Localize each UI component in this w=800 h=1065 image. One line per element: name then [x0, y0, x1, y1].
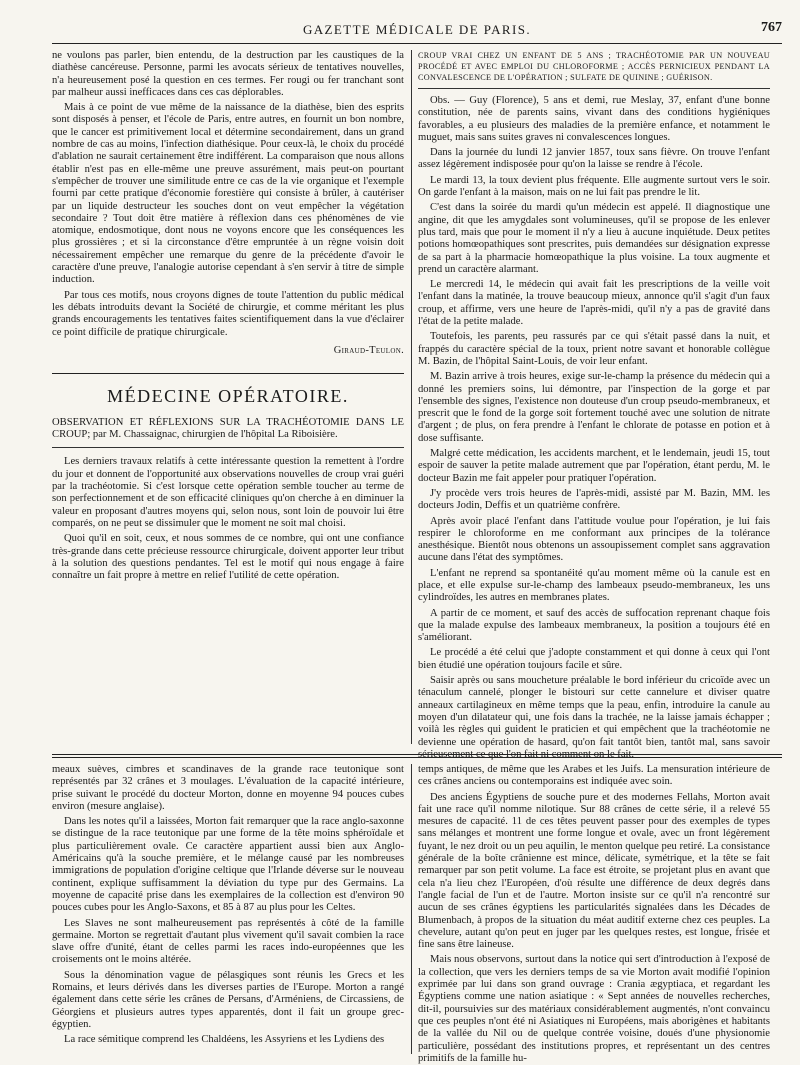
- left-top-column: [52, 50, 404, 748]
- running-header: [52, 16, 782, 44]
- paragraph: Les Slaves ne sont malheureusement pas représentés à côté de la famille germaine. Morton se regrettait d'autant plus vivement qu'il savait combien la race slave offre d'unité, étant de celles parmi les races indo-européennes que les croisements ont le moins altérée.: [52, 917, 404, 966]
- paragraph: Dans la journée du lundi 12 janvier 1857, toux sans fièvre. On trouve l'enfant assez légèrement indisposée pour qu'on la laisse se rendre à l'école.: [418, 147, 770, 171]
- page-number: 767: [761, 20, 782, 35]
- column-rule: [411, 764, 412, 1054]
- paragraph: Les derniers travaux relatifs à cette intéressante question la remettent à l'ordre du jour et donnent de l'opportunité aux observations nouvelles de croup vrai guéri par la trachéotomie. Si c'est lorsque cette opération semble toucher au terme de son perfectionnement et de son efficacité cliniques qu'on cherche à en diminuer la valeur en proposant d'autres moyens qui, selon nous, sont loin de pouvoir lui être comparés, on ne peut se dissimuler que le moment ne soit mal choisi.: [52, 456, 404, 529]
- right-top-column: [418, 50, 770, 760]
- column-rule: [411, 50, 412, 744]
- paragraph: Obs. — Guy (Florence), 5 ans et demi, rue Meslay, 37, enfant d'une bonne constitution, née de parents sains, vivant dans des conditions hygiéniques favorables, a eu plusieurs des maladies de la première enfance, et notamment le muguet, mais sans suites graves ni convalescences longues.: [418, 95, 770, 143]
- paragraph: L'enfant ne reprend sa spontanéité qu'au moment même où la canule est en place, et elle expulse sur-le-champ des lambeaux pseudo-membraneux, les uns cylindroïdes, les autres en membranes plates.: [418, 567, 770, 604]
- author-signature: Giraud-Teulon.: [333, 344, 404, 356]
- paragraph: meaux suèves, cimbres et scandinaves de la grande race teutonique sont représentés par 32 crânes et 3 moulages. L'évaluation de la capacité intérieure, prise suivant le procédé du docteur Morton, donne en moyenne 94 pouces cubes environ (mesure anglaise).: [52, 764, 404, 812]
- paragraph: Mais à ce point de vue même de la naissance de la diathèse, bien des esprits sont disposés à penser, et l'école de Paris, entre autres, en fournit un bon nombre, que le cancer est primitivement local et détermine secondairement, dans un grand nombre de cas au moins, l'infection diathésique. Pour ceux-là, le choix du procédé d'ablation ne saurait certainement être indifférent. La comparaison que nous allons établir n'est pas en elle-même une preuve assurément, mais peut-on pourtant s'empêcher de trouver une similitude entre ce cas de la vie organique et l'exemple fourni par cette pratique d'économie forestière qui consiste à brûler, à cautériser par un liquide destructeur les souches dont on veut empêcher la végétation secondaire ? Tout doit être matière à réflexion dans ces phénomènes de vie atomique, endosmotique, dont nous ne voyons encore que les conséquences les plus grossières ; et si la circonstance d'être empruntée à un règne voisin doit nécessairement empêcher une remarque du genre de la précédente d'avoir le caractère d'une preuve, l'analogie autorise cependant à s'en servir à titre de simple induction.: [52, 102, 404, 286]
- paragraph: temps antiques, de même que les Arabes et les Juifs. La mensuration intérieure de ces crânes anciens ou contemporains est indiquée avec soin.: [418, 764, 770, 788]
- journal-title: GAZETTE MÉDICALE DE PARIS.: [302, 22, 532, 37]
- paragraph: Le mercredi 14, le médecin qui avait fait les prescriptions de la veille voit l'enfant dans la matinée, la trouve beaucoup mieux, annonce qu'il s'agit d'un faux croup, et affirme, vers une heure de l'après-midi, qu'il n'y a pas de gravité dans l'état de la petite malade.: [418, 279, 770, 328]
- section-title: MÉDECINE OPÉRATOIRE.: [107, 385, 349, 406]
- observation-heading: CROUP VRAI CHEZ UN ENFANT DE 5 ANS ; TRACHÉOTOMIE PAR UN NOUVEAU PROCÉDÉ ET AVEC EMPLOI DU CHLOROFORME ; ACCÈS PERNICIEUX PENDANT LA CONVALESCENCE DE L'OPÉRATION ; SULFATE DE QUININE ; GUÉRISON.: [418, 50, 770, 89]
- paragraph: Le mardi 13, la toux devient plus fréquente. Elle augmente surtout vers le soir. On garde l'enfant à la maison, mais on ne lui fait pas prendre le lit.: [418, 174, 770, 199]
- section-divider: [52, 356, 404, 374]
- paragraph: Dans les notes qu'il a laissées, Morton fait remarquer que la race anglo-saxonne se distingue de la race teutonique par une forme de la tête moins sphéroïdale et plus particulièrement ovale. Ce caractère appartient aussi bien aux Anglo-Américains qu'à la souche première, et le mélange causé par les nombreuses immigrations de population d'origine celtique que l'Irlande déverse sur le nouveau continent, explique suffisamment la déviation du type pur des Germains. La moyenne de capacité prise dans les exemplaires de la collection est d'environ 90 pouces cubes pour les Anglo-Saxons, et 85 à 87 au plus pour les Celtes.: [52, 816, 404, 914]
- paragraph: Par tous ces motifs, nous croyons dignes de toute l'attention du public médical les débats introduits devant la Société de chirurgie, et comme méritant les plus grands encouragements les tentatives faites scientifiquement dans la vue d'éclairer ce point difficile de pratique chirurgicale.: [52, 289, 404, 338]
- paragraph: A partir de ce moment, et sauf des accès de suffocation reprenant chaque fois que la malade expulse des lambeaux membraneux, la position a toujours été en s'améliorant.: [418, 607, 770, 644]
- bottom-left-column: [52, 764, 404, 1054]
- bottom-right-column: [418, 764, 770, 1064]
- paragraph: Quoi qu'il en soit, ceux, et nous sommes de ce nombre, qui ont une confiance très-grande dans cette précieuse ressource chirurgicale, doivent apporter leur tribut à la solution des questions pendantes. Tel est le motif qui nous engage à faire connaître un fait propre à mettre en relief l'utilité de cette opération.: [52, 533, 404, 582]
- paragraph: Après avoir placé l'enfant dans l'attitude voulue pour l'opération, je lui fais respirer le chloroforme en me conformant aux principes de la tolérance anesthésique. Bientôt nous obtenons un assoupissement complet sans aggravation aucune dans l'état des symptômes.: [418, 515, 770, 564]
- feuilleton-separator: [52, 754, 782, 758]
- paragraph: M. Bazin arrive à trois heures, exige sur-le-champ la présence du médecin qui a donné les premiers soins, lui démontre, par l'inspection de la gorge et par l'ensemble des signes, l'existence non douteuse d'un croup pseudo-membraneux, et prescrit que le fond de la gorge soit fortement touché avec une solution de nitrate d'argent ; de plus, on fera prendre à l'enfant le chlorate de potasse en potion et à dose suffisante.: [418, 371, 770, 444]
- paragraph: Sous la dénomination vague de pélasgiques sont réunis les Grecs et les Romains, et leurs dérivés dans les diverses parties de l'Europe. Morton a rangé également dans cette série les crânes de Persans, d'Arméniens, de Circassiens, de Géorgiens et plusieurs autres types apparentés, dont il fait un groupe grec-égyptien.: [52, 969, 404, 1030]
- paragraph: Malgré cette médication, les accidents marchent, et le lendemain, jeudi 15, tout espoir de sauver la petite malade autrement que par l'opération, étant perdu, M. le docteur Bazin me fait appeler pour pratiquer l'opération.: [418, 448, 770, 484]
- paragraph: Saisir après ou sans moucheture préalable le bord inférieur du cricoïde avec un ténaculum cannelé, plonger le bistouri sur cette cannelure et diviser quatre anneaux cartilagineux en même temps que la peau, enfin, introduire la canule au moyen d'un dilatateur qui, une fois dans la trachée, ne la laisse jamais échapper ; voilà les règles qui guident le praticien et qui empêchent que la trachéotomie ne devienne une opération de hasard, qu'on fait tantôt bien, tantôt mal, sans savoir sérieusement ce que l'on fait ni comment on le fait.: [418, 675, 770, 760]
- article-title: OBSERVATION ET RÉFLEXIONS SUR LA TRACHÉOTOMIE DANS LE CROUP; par M. Chassaignac, chirurgien de l'hôpital La Riboisière.: [52, 417, 404, 449]
- paragraph: Mais nous observons, surtout dans la notice qui sert d'introduction à l'exposé de la collection, que vers les derniers temps de sa vie Morton avait modifié l'opinion exprimée par lui dans son grand ouvrage : Crania ægyptiaca, et regardant les Égyptiens comme une nation asiatique : « Sept années de nouvelles recherches, dit-il, poursuivies sur des matériaux considérablement augmentés, n'ont convaincu que ces peuples n'ont été ni Asiatiques ni Européens, mais aborigènes et habitants de la vallée du Nil ou de quelque contrée voisine, doués d'une physionomie particulière, possédant des institutions propres, et représentant un des centres primitifs de la famille hu-: [418, 954, 770, 1064]
- paragraph: J'y procède vers trois heures de l'après-midi, assisté par M. Bazin, MM. les docteurs Jodin, Deffis et un quatrième confrère.: [418, 487, 770, 512]
- paragraph: La race sémitique comprend les Chaldéens, les Assyriens et les Lydiens des: [64, 1034, 385, 1046]
- paragraph: ne voulons pas parler, bien entendu, de la destruction par les caustiques de la diathèse cancéreuse. Personne, parmi les avocats sérieux de tentatives nouvelles, n'a heureusement posé la question en ces termes. Fer rougi ou fer tranchant sont par malheur aussi inefficaces dans ces cas déplorables.: [52, 50, 404, 98]
- paragraph: Le procédé a été celui que j'adopte constamment et qui donne à ceux qui l'ont bien étudié une opération toujours facile et sûre.: [418, 647, 770, 671]
- paragraph: Toutefois, les parents, peu rassurés par ce qui s'était passé dans la nuit, et frappés du caractère spécial de la toux, prient notre savant et honorable collègue M. Bazin, de l'hôpital Saint-Louis, de voir leur enfant.: [418, 331, 770, 367]
- paragraph: C'est dans la soirée du mardi qu'un médecin est appelé. Il diagnostique une angine, dit que les amygdales sont volumineuses, qu'il se propose de les enlever plus tard, mais que pour le moment il n'y a lieu à aucune inquiétude. Deux petites potions homœopathiques sont prescrites, puis demandées sur désignation expresse de sa part à la pharmacie homœopathique la plus voisine. La toux augmente et prend un caractère alarmant.: [418, 202, 770, 275]
- paragraph: Des anciens Égyptiens de souche pure et des modernes Fellahs, Morton avait fait une race qu'il nomme nilotique. Sur 88 crânes de cette série, il a relevé 55 mesures de capacité. 11 de ces têtes peuvent passer pour des exemples de types sans mélanges et montrent une forme longue et ovale, avec un front légèrement fuyant, le nez droit ou un peu aquilin, le menton quelque peu retiré. La consistance générale de la boîte crânienne est mince, délicate, symétrique, et la tête se fait remarquer par son petit volume. La face est étroite, se projetant plus en avant que cela n'a lieu chez l'Européen, d'où résulte une différence de deux degrés dans l'angle facial de l'un et de l'autre. Morton insiste sur ce qu'il n'a rencontré sur aucun de ses crânes égyptiens les particularités signalées dans les Décades de Blumenbach, à propos de la situation du méat auditif externe chez ces peuples. La chevelure, autant qu'on peut en juger par les quelques restes, est longue, frisée et fine sans être laineuse.: [418, 791, 770, 951]
